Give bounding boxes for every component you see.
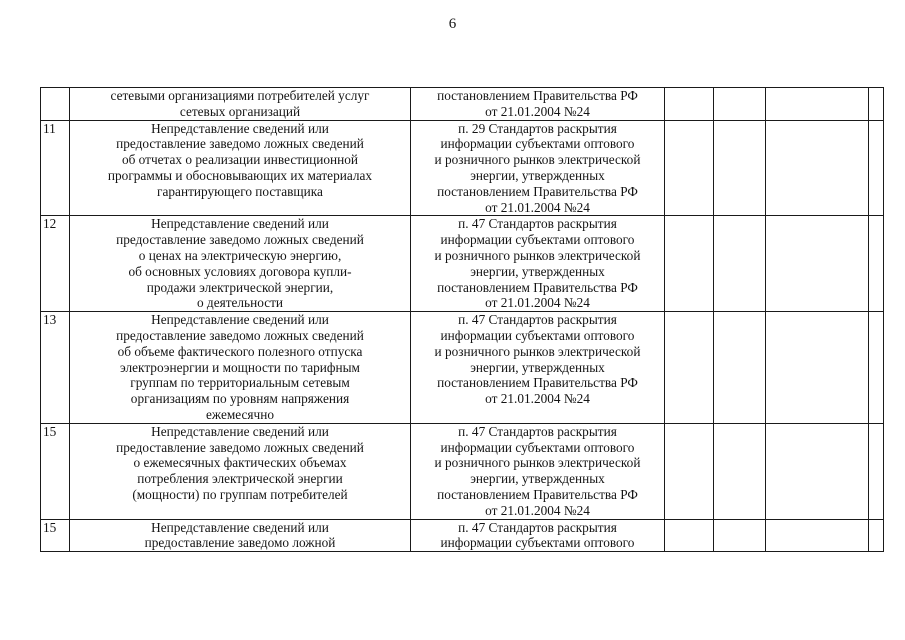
empty-cell <box>869 88 884 121</box>
empty-cell <box>665 423 714 519</box>
basis-line: постановлением Правительства РФ <box>437 279 638 295</box>
basis-line: постановлением Правительства РФ <box>437 486 638 502</box>
legal-basis <box>411 423 665 519</box>
empty-cell <box>714 88 766 121</box>
basis-line: информации субъектами оптового <box>440 327 635 343</box>
basis-line: и розничного рынков электрической <box>434 152 641 168</box>
description-line: Непредставление сведений или <box>151 216 329 232</box>
violation-description <box>70 312 411 424</box>
basis-line: от 21.01.2004 №24 <box>485 502 590 518</box>
description-line: организациям по уровням напряжения <box>130 391 350 407</box>
row-number: 15 <box>41 519 70 552</box>
empty-cell <box>766 312 869 424</box>
row-number: 13 <box>41 312 70 424</box>
table-row <box>41 88 884 121</box>
basis-line: энергии, утвержденных <box>470 471 605 487</box>
description-line: Непредставление сведений или <box>151 120 329 136</box>
empty-cell <box>714 120 766 216</box>
basis-line: энергии, утвержденных <box>470 359 605 375</box>
basis-line: информации субъектами оптового <box>440 535 635 551</box>
description-line: о ежемесячных фактических объемах <box>133 455 347 471</box>
description-line: о деятельности <box>196 295 284 311</box>
table-row <box>41 120 884 216</box>
empty-cell <box>869 216 884 312</box>
legal-basis <box>411 519 665 552</box>
description-line: сетевых организаций <box>179 103 301 119</box>
empty-cell <box>665 216 714 312</box>
description-line: об отчетах о реализации инвестиционной <box>121 152 359 168</box>
legal-basis <box>411 312 665 424</box>
basis-line: энергии, утвержденных <box>470 263 605 279</box>
description-line: Непредставление сведений или <box>151 519 329 535</box>
description-line: предоставление заведомо ложных сведений <box>116 136 364 152</box>
basis-line: п. 47 Стандартов раскрытия <box>458 423 617 439</box>
description-line: продажи электрической энергии, <box>146 279 334 295</box>
basis-line: п. 47 Стандартов раскрытия <box>458 519 617 535</box>
empty-cell <box>714 216 766 312</box>
basis-line: информации субъектами оптового <box>440 136 635 152</box>
violation-description <box>70 423 411 519</box>
basis-line: п. 47 Стандартов раскрытия <box>458 216 617 232</box>
description-line: Непредставление сведений или <box>151 423 329 439</box>
row-number: 11 <box>41 120 70 216</box>
violation-description <box>70 120 411 216</box>
empty-cell <box>766 216 869 312</box>
empty-cell <box>869 519 884 552</box>
description-line: программы и обосновывающих их материалах <box>107 167 373 183</box>
empty-cell <box>665 312 714 424</box>
empty-cell <box>766 88 869 121</box>
row-number: 15 <box>41 423 70 519</box>
basis-line: п. 47 Стандартов раскрытия <box>458 312 617 328</box>
empty-cell <box>665 120 714 216</box>
table-row <box>41 519 884 552</box>
description-line: потребления электрической энергии <box>137 471 343 487</box>
description-line: (мощности) по группам потребителей <box>132 486 348 502</box>
basis-line: п. 29 Стандартов раскрытия <box>458 120 617 136</box>
table-row <box>41 423 884 519</box>
description-line: сетевыми организациями потребителей услуг <box>110 88 370 103</box>
empty-cell <box>714 312 766 424</box>
description-line: предоставление заведомо ложных сведений <box>116 232 364 248</box>
description-line: ежемесячно <box>206 406 274 422</box>
description-line: о ценах на электрическую энергию, <box>138 247 342 263</box>
description-line: предоставление заведомо ложных сведений <box>116 327 364 343</box>
empty-cell <box>869 312 884 424</box>
basis-line: информации субъектами оптового <box>440 439 635 455</box>
description-line: Непредставление сведений или <box>151 312 329 328</box>
description-line: предоставление заведомо ложной <box>144 535 336 551</box>
basis-line: постановлением Правительства РФ <box>437 375 638 391</box>
basis-line: постановлением Правительства РФ <box>437 88 638 103</box>
table-row <box>41 216 884 312</box>
basis-line: и розничного рынков электрической <box>434 455 641 471</box>
empty-cell <box>869 423 884 519</box>
basis-line: и розничного рынков электрической <box>434 247 641 263</box>
legal-basis <box>411 216 665 312</box>
row-number: 12 <box>41 216 70 312</box>
basis-line: от 21.01.2004 №24 <box>485 295 590 311</box>
table-body <box>41 88 884 552</box>
legal-basis <box>411 120 665 216</box>
violation-description <box>70 88 411 121</box>
legal-basis <box>411 88 665 121</box>
empty-cell <box>766 423 869 519</box>
description-line: электроэнергии и мощности по тарифным <box>120 359 360 375</box>
empty-cell <box>766 519 869 552</box>
page-number: 6 <box>448 16 457 32</box>
basis-line: постановлением Правительства РФ <box>437 183 638 199</box>
description-line: гарантирующего поставщика <box>157 183 323 199</box>
empty-cell <box>714 519 766 552</box>
table-row <box>41 312 884 424</box>
empty-cell <box>714 423 766 519</box>
basis-line: информации субъектами оптового <box>440 232 635 248</box>
description-line: об основных условиях договора купли- <box>128 263 352 279</box>
description-line: предоставление заведомо ложных сведений <box>116 439 364 455</box>
empty-cell <box>766 120 869 216</box>
basis-line: от 21.01.2004 №24 <box>485 391 590 407</box>
basis-line: энергии, утвержденных <box>470 167 605 183</box>
violation-description <box>70 519 411 552</box>
empty-cell <box>665 88 714 121</box>
basis-line: от 21.01.2004 №24 <box>485 103 590 119</box>
violation-description <box>70 216 411 312</box>
basis-line: и розничного рынков электрической <box>434 343 641 359</box>
description-line: об объеме фактического полезного отпуска <box>117 343 363 359</box>
basis-line: от 21.01.2004 №24 <box>485 199 590 215</box>
empty-cell <box>869 120 884 216</box>
empty-cell <box>665 519 714 552</box>
violations-table <box>40 87 884 552</box>
description-line: группам по территориальным сетевым <box>130 375 350 391</box>
row-number <box>41 88 70 121</box>
